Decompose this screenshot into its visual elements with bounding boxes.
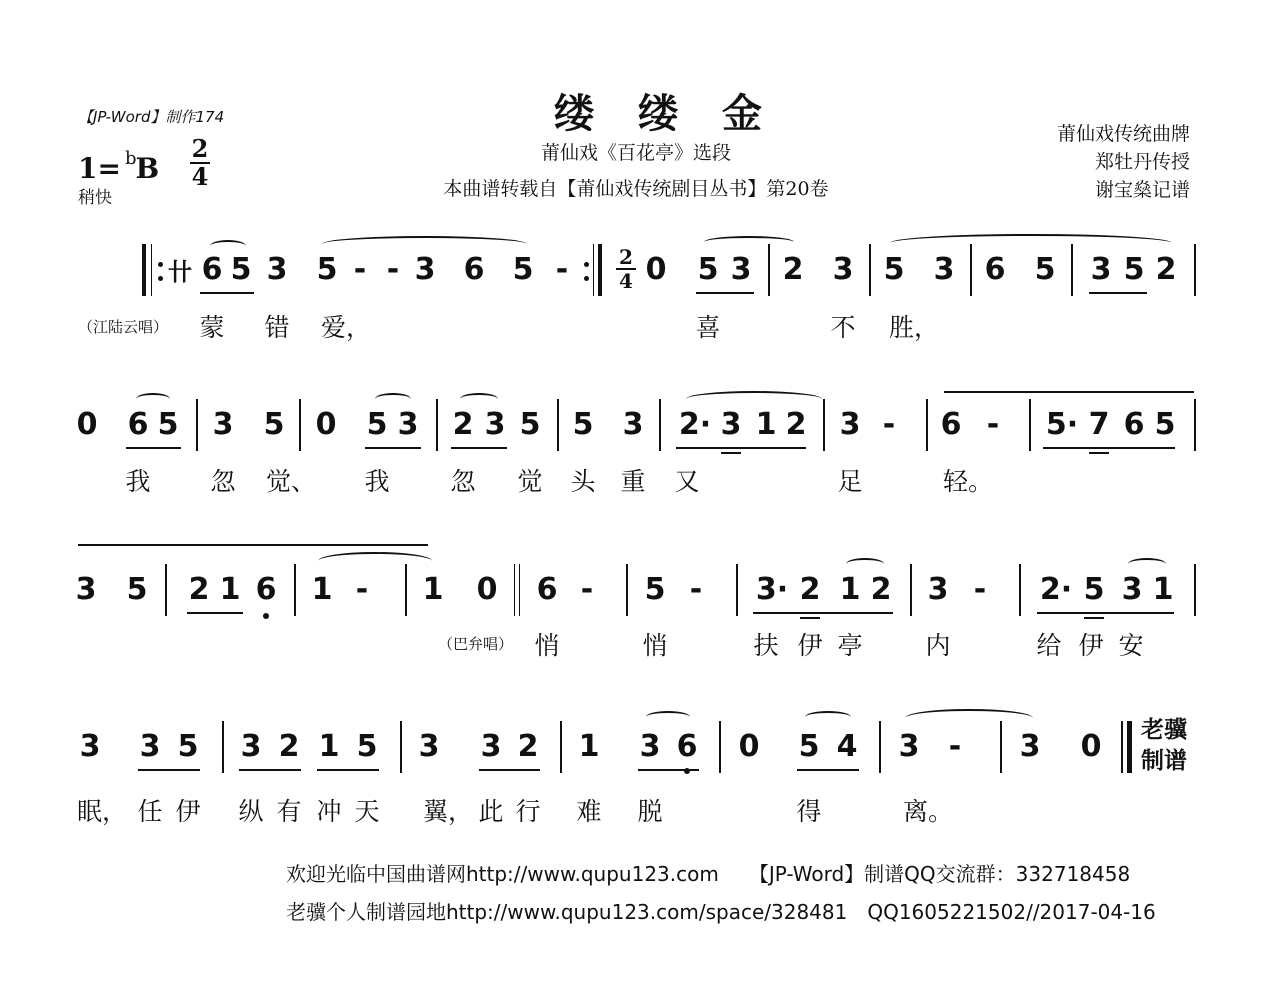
bar-line [879,721,881,773]
note: 0 [645,252,667,287]
tie-line [78,544,428,546]
lyric: 眠， [77,797,128,826]
note: 1 [318,729,340,764]
note: - [689,572,703,607]
note: 5 [126,572,148,607]
staff-row-1 [0,245,1272,310]
bar-line [557,399,559,451]
repeat-dot [584,276,589,281]
tie-line [944,391,1194,393]
slur [460,393,498,405]
note: - [948,729,962,764]
double-bar-thin [514,564,515,616]
repeat-dot [158,262,163,267]
note: 2 [278,729,300,764]
lyric: 有 [276,797,302,826]
lyric: 觉、 [266,467,317,496]
tempo-marking: 稍快 [78,188,112,208]
note: 5 [1034,252,1056,287]
slur [375,393,411,405]
lyric: 任 [137,797,163,826]
lyric: 扶 [753,631,779,660]
lyric: 此 [478,797,504,826]
lyric: 难 [576,797,602,826]
note: - [386,252,400,287]
lyric: 忽 [210,467,236,496]
bar-line [1194,564,1196,616]
bar-line [560,721,562,773]
note: 5 [356,729,378,764]
note: 3 [75,572,97,607]
bar-line [1194,244,1196,296]
slur [646,711,690,723]
note: 0 [1080,729,1102,764]
underline [797,769,859,771]
note: 3 [1019,729,1041,764]
note: 3 [1121,572,1143,607]
note: 3 [639,729,661,764]
staff-row-4 [0,727,1272,787]
time-change: 2 4 [616,246,636,292]
note: 0 [76,407,98,442]
note: - [555,252,569,287]
lyric: 行 [515,797,541,826]
note: 5 [316,252,338,287]
underline [1089,292,1147,294]
repeat-dot [584,262,589,267]
bar-line [869,244,871,296]
pickup-mark: 卄 [168,258,192,286]
note: 3 [720,407,742,442]
lyric: 冲 [316,797,342,826]
time-signature: 2 4 [191,134,209,191]
final-bar-thin [1121,721,1123,773]
lyric: 安 [1118,631,1144,660]
bar-line [719,721,721,773]
lyric: 爱， [321,313,372,342]
lyric: 觉 [517,467,543,496]
double-bar-thin [519,564,520,616]
bar-line [926,399,928,451]
underline [451,447,507,449]
repeat-start-bar [142,244,146,296]
subtitle: 莆仙戏《百花亭》选段 [540,142,731,164]
note: 5 [798,729,820,764]
bar-line [299,399,301,451]
note: 2 [785,407,807,442]
bar-line [626,564,628,616]
lyric: 悄 [534,631,560,660]
note: 5 [883,252,905,287]
note: 1 [1152,572,1174,607]
underline [138,769,200,771]
note: 5 [1123,252,1145,287]
repeat-start-thin [151,244,152,296]
lyric: 给 [1036,631,1062,660]
note: 5 [519,407,541,442]
slur [322,236,527,252]
note: - [882,407,896,442]
lyric: 伊 [175,797,201,826]
note: 0 [738,729,760,764]
note: 0 [315,407,337,442]
singer-label: （巴弁唱） [438,635,514,653]
note: 3 [1090,252,1112,287]
low-octave-dot [263,613,269,619]
note: 5 [1154,407,1176,442]
bar-line [659,399,661,451]
lyric: 忽 [450,467,476,496]
double-underline [1084,617,1104,619]
staff-row-2 [0,405,1272,465]
note: 3· [755,572,789,607]
slur [905,709,1033,727]
lyric: 内 [925,631,951,660]
flat-sign: b [124,148,137,169]
lyric: 重 [620,467,646,496]
note: 3 [484,407,506,442]
note: 2 [517,729,539,764]
note: 1 [219,572,241,607]
bar-line [405,564,407,616]
lyric: 蒙 [199,313,225,342]
staff-row-3 [0,570,1272,630]
bar-line [436,399,438,451]
underline [126,447,181,449]
note: 3 [839,407,861,442]
underline [753,612,893,614]
slur [1128,558,1166,570]
bar-line [1029,399,1031,451]
lyric: 我 [364,467,390,496]
note: 6 [940,407,962,442]
maker-label: 【JP-Word】制作174 [78,108,225,126]
note: 6 [676,729,698,764]
low-octave-dot [684,768,690,774]
note: 3 [418,729,440,764]
note: 5 [177,729,199,764]
note: 1 [755,407,777,442]
note: - [355,572,369,607]
singer-label: （江陆云唱） [78,318,169,336]
lyric: 悄 [642,631,668,660]
note: - [986,407,1000,442]
note: 5· [1045,407,1079,442]
bar-line [400,721,402,773]
underline [239,769,301,771]
note: 2 [1155,252,1177,287]
note: - [580,572,594,607]
underline [1037,612,1174,614]
slur [210,240,246,252]
note: 1 [839,572,861,607]
underline [696,292,754,294]
slur [890,234,1172,252]
lyric: 天 [354,797,380,826]
note: 5 [366,407,388,442]
underline [187,612,243,614]
bar-line [1019,564,1021,616]
lyric: 头 [570,467,596,496]
slur [136,393,170,405]
lyric: 伊 [1078,631,1104,660]
note: 5 [644,572,666,607]
note: 3 [898,729,920,764]
note: 3 [832,252,854,287]
note: 3 [240,729,262,764]
genre-label: 莆仙戏传统曲牌 [1056,123,1190,145]
key-signature: 1= $^b$B [78,148,160,185]
note: 3 [139,729,161,764]
lyric: 离。 [903,797,954,826]
note: 0 [476,572,498,607]
note: 5 [157,407,179,442]
underline [317,769,379,771]
note: 5 [512,252,534,287]
note: 3 [397,407,419,442]
note: 1 [422,572,444,607]
note: 2 [452,407,474,442]
slur [846,558,884,570]
lyric: 胜， [889,313,940,342]
slur [686,391,822,407]
underline [200,292,254,294]
teacher-label: 郑牡丹传授 [1094,151,1190,173]
bar-line [1000,721,1002,773]
double-underline [800,617,820,619]
lyric: 得 [796,797,822,826]
note: 2 [782,252,804,287]
bar-line [294,564,296,616]
bar-line [196,399,198,451]
note: 5 [697,252,719,287]
lyric: 不 [830,313,856,342]
note: 3 [933,252,955,287]
repeat-dot [158,276,163,281]
note: 6 [201,252,223,287]
lyric: 喜 [695,313,721,342]
lyric: 又 [674,467,700,496]
bar-line [768,244,770,296]
note: 6 [536,572,558,607]
note: 4 [836,729,858,764]
slur [805,711,851,723]
note: 2· [1039,572,1073,607]
lyric: 脱 [637,797,663,826]
lyric: 错 [264,313,290,342]
note: 2 [799,572,821,607]
lyric: 伊 [797,631,823,660]
bar-line [1194,399,1196,451]
bar-line [910,564,912,616]
note: 7 [1088,407,1110,442]
lyric: 轻。 [943,467,994,496]
note: 6 [1123,407,1145,442]
note: 6 [255,572,277,607]
double-underline [721,452,741,454]
underline [1043,447,1175,449]
bar-line [222,721,224,773]
note: 3 [266,252,288,287]
bar-line [165,564,167,616]
note: 3 [414,252,436,287]
note: 3 [730,252,752,287]
arranger-credit: 老骥 制谱 [1141,717,1187,774]
note: 5 [230,252,252,287]
slur [318,552,432,570]
underline [365,447,421,449]
note: 3 [927,572,949,607]
note: 6 [463,252,485,287]
bar-line [823,399,825,451]
note: 1 [311,572,333,607]
double-underline [1089,452,1109,454]
final-bar-thick [1127,721,1132,773]
transcriber-label: 谢宝燊记谱 [1094,179,1190,201]
lyric: 足 [837,467,863,496]
note: 3 [79,729,101,764]
underline [479,769,540,771]
note: 5 [1083,572,1105,607]
slur [704,236,794,248]
bar-line [736,564,738,616]
lyric: 纵 [238,797,264,826]
lyric: 翼， [423,797,474,826]
note: 3 [622,407,644,442]
note: 1 [578,729,600,764]
note: 6 [127,407,149,442]
note: 5 [263,407,285,442]
note: 5 [572,407,594,442]
note: 3 [480,729,502,764]
note: - [353,252,367,287]
note: - [973,572,987,607]
repeat-end-thin [593,244,594,296]
footer-site-line: 欢迎光临中国曲谱网http://www.qupu123.com 【JP-Word】制谱QQ交流群：332718458 [286,862,1131,886]
note: 2· [678,407,712,442]
repeat-end-bar [598,244,602,296]
note: 3 [212,407,234,442]
note: 2 [188,572,210,607]
song-title: 缕缕金 [554,90,806,137]
source-note: 本曲谱转载自【莆仙戏传统剧目丛书】第20卷 [443,178,829,200]
footer-space-line: 老骥个人制谱园地http://www.qupu123.com/space/328481 QQ1605221502//2017-04-16 [286,900,1156,924]
note: 2 [870,572,892,607]
lyric: 亭 [837,631,863,660]
lyric: 我 [125,467,151,496]
underline [676,447,806,449]
note: 6 [984,252,1006,287]
